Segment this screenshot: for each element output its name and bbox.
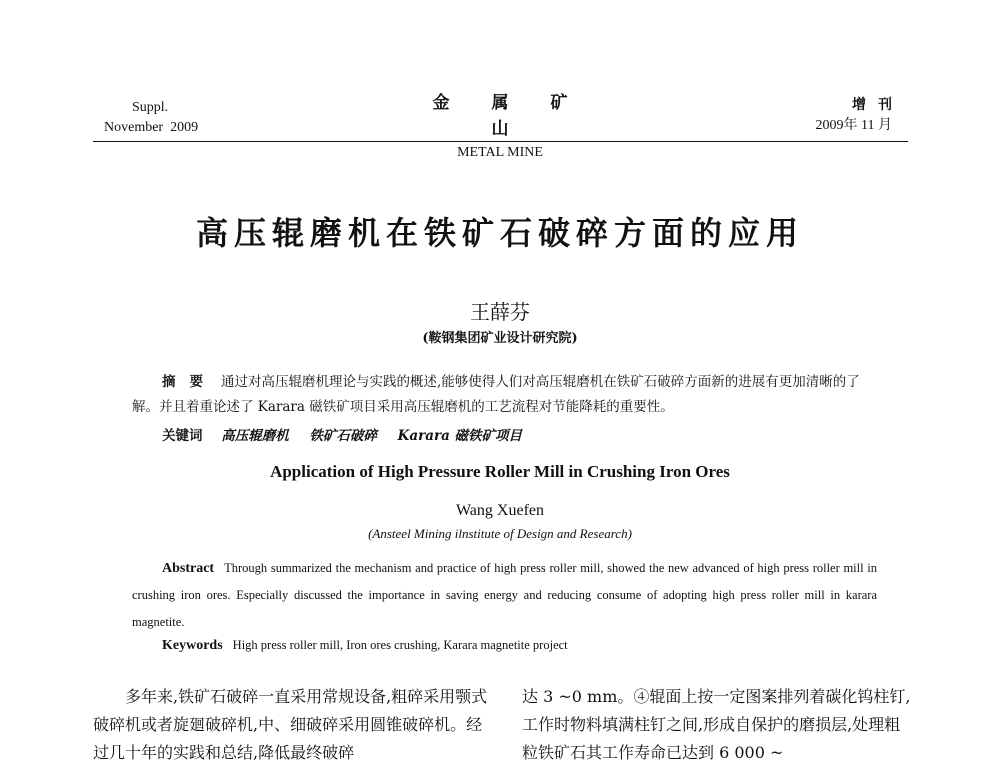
- author-en: Wang Xuefen: [455, 502, 544, 519]
- abstract-en: [132, 555, 877, 636]
- paper-title-cn: 高压辊磨机在铁矿石破碎方面的应用: [195, 214, 804, 252]
- paper-title-en: Application of High Pressure Roller Mill in Crushing Iron Ores: [270, 462, 730, 481]
- keywords-en-label: Keywords: [162, 638, 223, 653]
- body-paragraph: 达 3 ~0 mm。④辊面上按一定图案排列着碳化钨柱钉,工作时物料填满柱钉之间,形成自保护的磨损层,处理粗粒铁矿石其工作寿命已达到 6 000 ~: [522, 687, 911, 762]
- body-paragraph: 多年来,铁矿石破碎一直采用常规设备,粗碎采用颚式破碎机或者旋廻破碎机,中、细破碎采用圆锥破碎机。经过几十年的实践和总结,降低最终破碎: [93, 687, 488, 762]
- running-header-journal: [380, 90, 620, 163]
- affiliation-en: (Ansteel Mining ilnstitute of Design and Research): [368, 526, 632, 541]
- header-suppl: Suppl.: [132, 100, 169, 115]
- author-cn: 王薛芬: [470, 300, 530, 324]
- header-rule: [93, 141, 908, 142]
- header-supplement-cn: 增刊: [852, 98, 904, 113]
- abstract-cn-label: 摘要: [162, 374, 217, 390]
- keyword-cn-item: Karara 磁铁矿项目: [397, 428, 523, 444]
- body-column-right: [522, 683, 914, 767]
- keywords-en-text: High press roller mill, Iron ores crushing, Karara magnetite project: [232, 638, 568, 652]
- affiliation-cn: (鞍钢集团矿业设计研究院): [422, 331, 578, 346]
- keywords-en: [162, 634, 877, 657]
- header-date-en: November 2009: [104, 120, 199, 135]
- running-header-left: [104, 98, 198, 138]
- keywords-cn: [162, 425, 877, 447]
- abstract-en-label: Abstract: [162, 561, 215, 576]
- journal-name-en: METAL MINE: [457, 145, 543, 160]
- abstract-cn-text: 通过对高压辊磨机理论与实践的概述,能够使得人们对高压辊磨机在铁矿石破碎方面新的进展有更加清晰的了解。并且着重论述了 Karara 磁铁矿项目采用高压辊磨机的工艺流程对节能降耗的重要性。: [132, 374, 860, 415]
- header-date-cn: 2009年 11 月: [815, 118, 892, 133]
- body-column-left: [93, 683, 491, 767]
- journal-name-cn: 金属矿山: [432, 93, 610, 138]
- keyword-cn-item: 铁矿石破碎: [309, 428, 377, 444]
- keywords-cn-label: 关键词: [162, 428, 203, 444]
- running-header-right: [815, 96, 904, 136]
- abstract-cn: [132, 370, 877, 420]
- abstract-en-text: Through summarized the mechanism and practice of high press roller mill, showed the new advanced of high press roller mill in crushing iron ores. Especially discussed the importance in saving energy and reducing consume of adopting high press roller mill in karara magnetite.: [132, 561, 877, 629]
- keyword-cn-item: 高压辊磨机: [221, 428, 289, 444]
